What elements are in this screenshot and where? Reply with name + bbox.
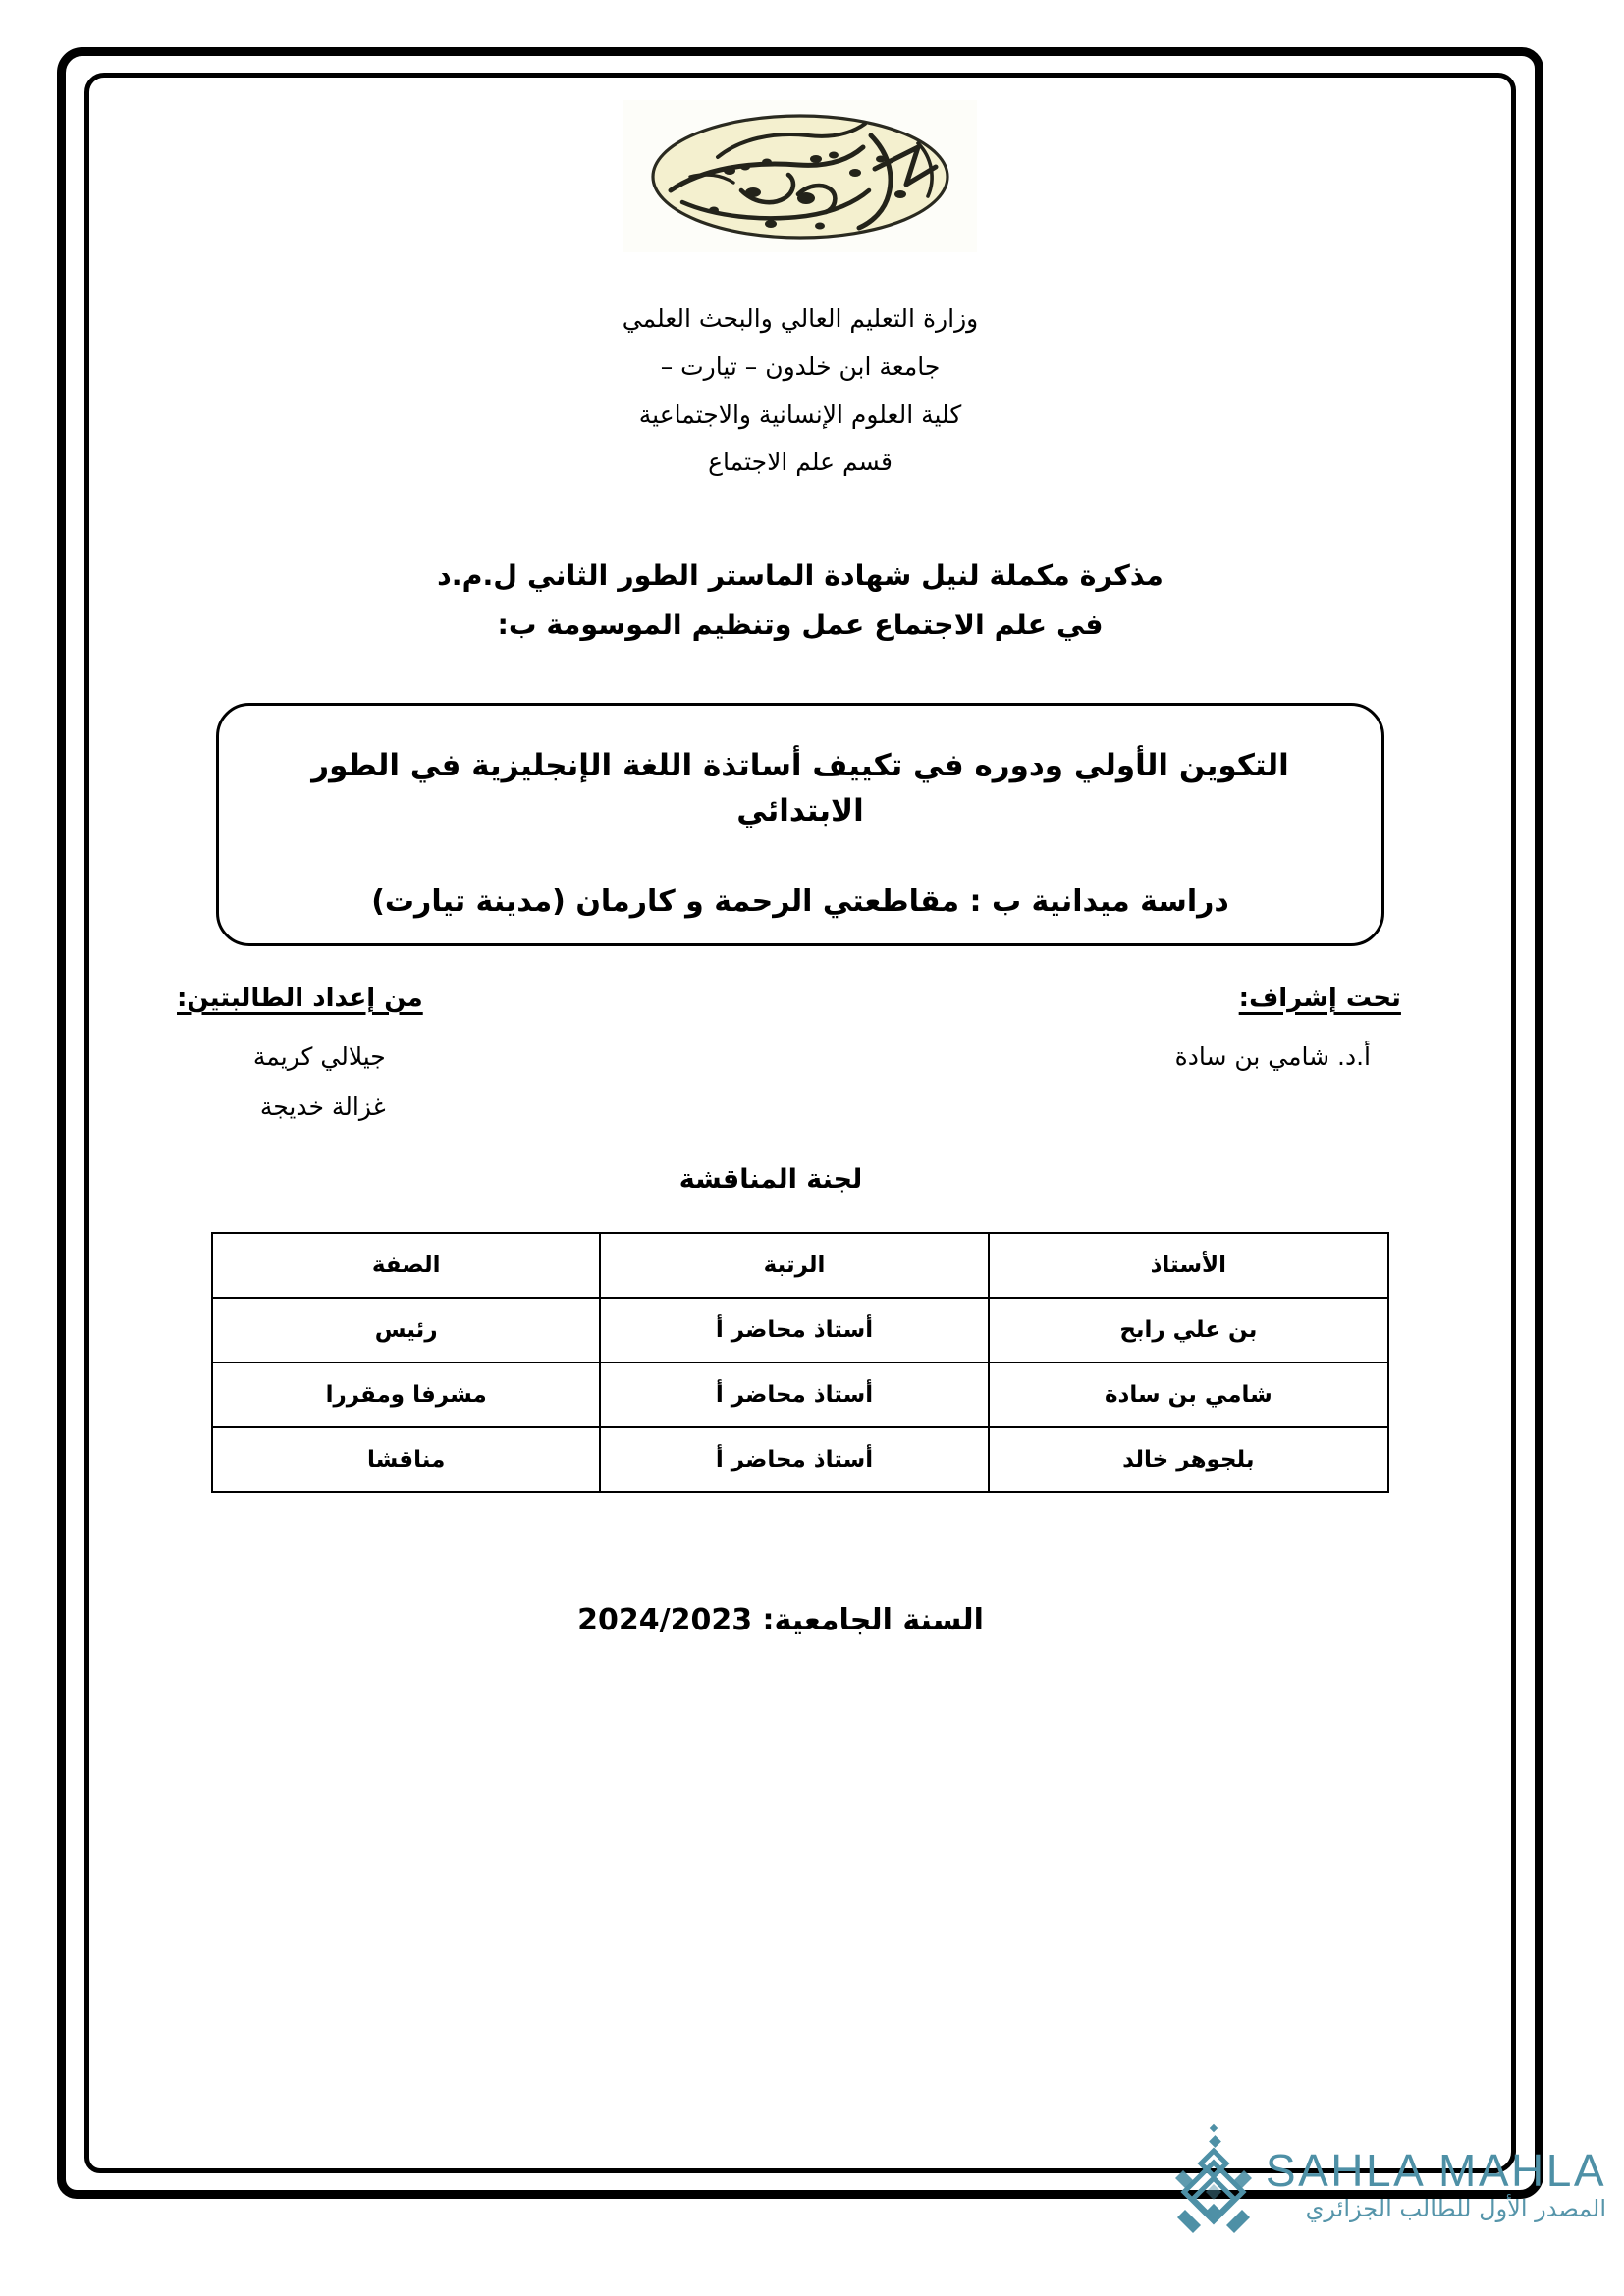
cell-role: مناقشا [212,1427,600,1492]
academic-year-value: 2024/2023 [577,1602,753,1637]
ministry-line: وزارة التعليم العالي والبحث العلمي [622,304,979,333]
cell-professor: بلجوهر خالد [989,1427,1388,1492]
committee-table [211,1232,1389,1493]
degree-line-1: مذكرة مكملة لنيل شهادة الماستر الطور الثاني ل.م.د [437,560,1164,592]
university-seal-logo [623,100,977,252]
watermark-brand: SAHLA MAHLA [1265,2145,1606,2196]
ibn-khaldoun-seal-icon [623,100,977,252]
cell-rank: أستاذ محاضر أ [600,1427,988,1492]
department-line: قسم علم الاجتماع [708,448,893,477]
supervisor-block [1175,984,1465,1071]
thesis-subtitle: دراسة ميدانية ب : مقاطعتي الرحمة و كارمان (مدينة تيارت) [371,883,1229,919]
thesis-title-box [216,703,1384,946]
institution-header [118,295,1483,487]
column-header-role: الصفة [212,1233,600,1298]
committee-heading: لجنة المناقشة [678,1163,863,1195]
students-block [177,984,423,1121]
university-line: جامعة ابن خلدون – تيارت – [660,351,941,381]
faculty-line: كلية العلوم الإنسانية والاجتماعية [638,400,962,429]
table-row [212,1427,1388,1492]
cell-professor: بن علي رابح [989,1298,1388,1362]
university-logo-container [118,88,1483,256]
student-name-2: غزالة خديجة [259,1092,386,1121]
cover-page-content [118,88,1483,2160]
academic-year-label: السنة الجامعية: [762,1602,984,1637]
column-header-rank: الرتبة [600,1233,988,1298]
cell-professor: شامي بن سادة [989,1362,1388,1427]
table-row [212,1298,1388,1362]
column-header-professor: الأستاذ [989,1233,1388,1298]
cell-rank: أستاذ محاضر أ [600,1362,988,1427]
cell-rank: أستاذ محاضر أ [600,1298,988,1362]
table-row [212,1362,1388,1427]
academic-year [118,1603,1483,1637]
students-heading: من إعداد الطالبتين: [177,983,423,1013]
watermark-tagline: المصدر الأول للطالب الجزائري [1305,2195,1606,2222]
cell-role: مشرفا ومقررا [212,1362,600,1427]
degree-statement [118,552,1483,650]
degree-line-2: في علم الاجتماع عمل وتنظيم الموسومة ب: [497,608,1104,641]
cell-role: رئيس [212,1298,600,1362]
authorship-row [118,984,1483,1121]
supervisor-name: أ.د. شامي بن سادة [1174,1041,1371,1071]
table-header-row [212,1233,1388,1298]
student-name-1: جيلالي كريمة [252,1041,386,1071]
thesis-title: التكوين الأولي ودوره في تكييف أساتذة اللغة الإنجليزية في الطور الابتدائي [311,747,1289,829]
supervisor-heading: تحت إشراف: [1238,983,1401,1013]
